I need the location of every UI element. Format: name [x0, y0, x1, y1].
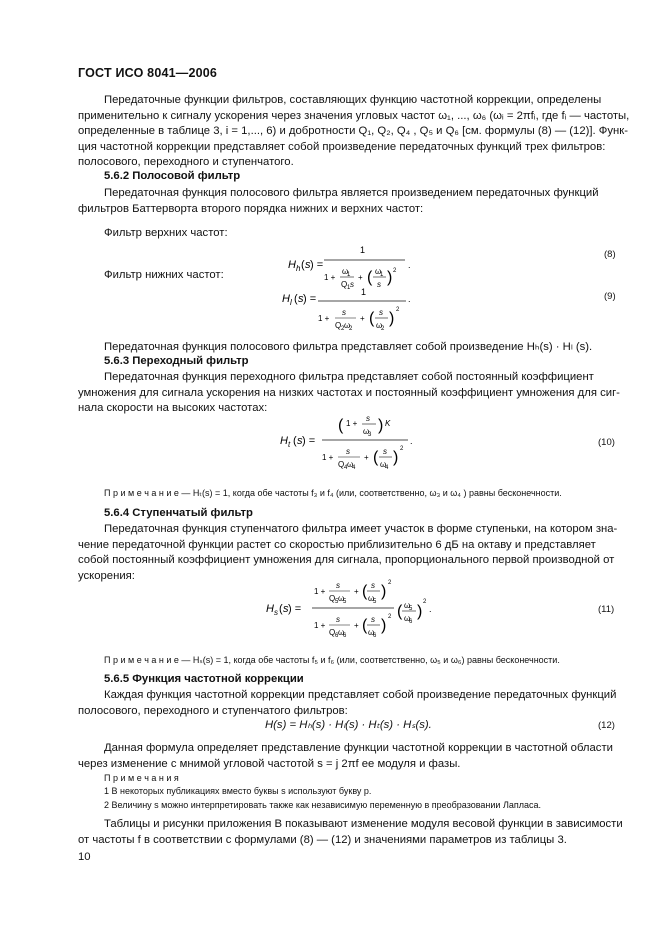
- svg-text:Q: Q: [335, 321, 342, 330]
- svg-text:ω: ω: [368, 594, 375, 603]
- equation-number-8: (8): [604, 249, 616, 260]
- svg-text:+: +: [358, 273, 363, 282]
- svg-text:s: s: [350, 280, 354, 289]
- s565-line: полосового, переходного и ступенчатого фильтров:: [78, 704, 348, 717]
- document-header: ГОСТ ИСО 8041—2006: [78, 66, 218, 80]
- svg-text:ω: ω: [404, 601, 411, 610]
- intro-line: полосового, переходного и ступенчатого.: [78, 156, 294, 169]
- s565-paragraph: [78, 688, 616, 719]
- svg-text:s: s: [379, 308, 383, 317]
- equation-number-10: (10): [598, 437, 615, 448]
- svg-text:(: (: [294, 293, 298, 305]
- svg-text:1: 1: [347, 272, 351, 278]
- note-1: 1 В некоторых публикациях вместо буквы s используют букву p.: [104, 786, 372, 796]
- svg-text:6: 6: [373, 633, 377, 639]
- svg-text:(: (: [293, 435, 297, 447]
- svg-text:): ): [393, 449, 399, 466]
- s565-after-line: через изменение с мнимой угловой частотой s = j 2πf ее модуля и фазы.: [78, 757, 461, 770]
- svg-text:1: 1: [347, 285, 351, 291]
- svg-text:): ): [381, 617, 387, 634]
- notes-title: П р и м е ч а н и я: [104, 773, 179, 783]
- hp-filter-label: Фильтр верхних частот:: [104, 227, 228, 239]
- svg-text:ω: ω: [338, 594, 345, 603]
- svg-text:2: 2: [381, 326, 385, 332]
- svg-text:.: .: [408, 294, 411, 304]
- s562-line: Передаточная функция полосового фильтра является произведением передаточных функций: [104, 187, 599, 199]
- svg-text:s: s: [371, 615, 375, 624]
- equation-number-9: (9): [604, 291, 616, 302]
- svg-text:1 +: 1 +: [346, 419, 358, 428]
- s564-line: чение передаточной функции растет со скоростью приблизительно 6 дБ на октаву и представляет: [78, 538, 596, 551]
- svg-text:.: .: [429, 604, 432, 614]
- intro-line: Передаточные функции фильтров, составляющих функцию частотной коррекции, определены: [104, 94, 602, 106]
- svg-text:): ): [417, 603, 423, 620]
- closing-paragraph: [78, 817, 623, 848]
- s563-line: Передаточная функция переходного фильтра представляет собой постоянный коэффициент: [104, 371, 594, 383]
- svg-text:.: .: [410, 436, 413, 446]
- svg-text:Q: Q: [329, 628, 336, 637]
- svg-text:): ): [378, 417, 384, 434]
- closing-line: от частоты f в соответствии с формулами (8) — (12) и значениями параметров из таблицы 3.: [78, 833, 567, 846]
- svg-text:): ): [389, 310, 395, 327]
- svg-text:(: (: [397, 603, 403, 620]
- s564-line: ускорения:: [78, 569, 135, 582]
- svg-text:K: K: [385, 419, 391, 428]
- svg-text:s: s: [377, 280, 381, 289]
- svg-text:Q: Q: [341, 280, 348, 289]
- svg-text:ω: ω: [338, 628, 345, 637]
- svg-text:(: (: [373, 449, 379, 466]
- equation-number-12: (12): [598, 720, 615, 731]
- intro-line: определенные в таблице 3, i = 1,..., 6) и добротности Q₁, Q₂, Q₄ , Q₅ и Q₆ [см. формулы (8) — (12)]. Функ-: [78, 125, 628, 138]
- s564-paragraph: [78, 522, 616, 584]
- intro-line: применительно к сигналу ускорения через значения угловых частот ω₁, ..., ω₆ (ωᵢ = 2πfᵢ, где fᵢ — частоты,: [78, 109, 630, 122]
- svg-text:1 +: 1 +: [318, 314, 330, 323]
- svg-text:ω: ω: [347, 460, 354, 469]
- svg-text:2: 2: [388, 580, 392, 586]
- s563-line: нала скорости на высоких частотах:: [78, 402, 268, 415]
- intro-line: ция частотной коррекции представляет собой произведение передаточных функций трех фильтров:: [78, 140, 606, 153]
- svg-text:2: 2: [341, 326, 345, 332]
- svg-text:ω: ω: [375, 267, 382, 276]
- s562-paragraph: [78, 186, 616, 217]
- svg-text:s: s: [305, 259, 311, 271]
- svg-text:ω: ω: [363, 427, 370, 436]
- section-title-5-6-5: 5.6.5 Функция частотной коррекции: [104, 673, 304, 685]
- svg-text:5: 5: [409, 606, 413, 612]
- svg-text:+: +: [364, 453, 369, 462]
- svg-text:+: +: [360, 314, 365, 323]
- svg-text:2: 2: [349, 326, 353, 332]
- svg-text:H: H: [282, 293, 290, 305]
- s564-line: собой постоянный коэффициент умножения для сигнала, пропорционального первой производной от: [78, 554, 615, 567]
- svg-text:2: 2: [396, 307, 400, 313]
- equation-number-11: (11): [598, 604, 615, 615]
- svg-text:t: t: [288, 440, 291, 449]
- svg-text:(: (: [279, 603, 283, 615]
- s563-note: П р и м е ч а н и е — Hₜ(s) = 1, когда обе частоты f₃ и f₄ (или, соответственно, ω₃ и ω₄ ) равны бесконечности.: [104, 488, 562, 498]
- svg-text:6: 6: [335, 633, 339, 639]
- svg-text:5: 5: [343, 599, 347, 605]
- svg-text:4: 4: [352, 465, 356, 471]
- svg-text:s: s: [336, 615, 340, 624]
- svg-text:2: 2: [400, 446, 404, 452]
- svg-text:.: .: [408, 260, 411, 270]
- svg-text:1 +: 1 +: [314, 621, 326, 630]
- svg-text:(: (: [301, 259, 305, 271]
- svg-text:l: l: [290, 298, 292, 307]
- svg-text:4: 4: [344, 465, 348, 471]
- svg-text:(: (: [367, 269, 373, 286]
- lp-filter-label: Фильтр нижних частот:: [104, 269, 224, 281]
- svg-text:h: h: [296, 264, 301, 273]
- svg-text:2: 2: [388, 614, 392, 620]
- svg-text:s: s: [366, 414, 370, 423]
- svg-text:Q: Q: [338, 460, 345, 469]
- svg-text:4: 4: [385, 465, 389, 471]
- svg-text:+: +: [354, 587, 359, 596]
- s565-line: Каждая функция частотной коррекции представляет собой произведение передаточных функций: [104, 689, 617, 701]
- equation-11: [266, 578, 436, 648]
- svg-text:H: H: [266, 603, 274, 615]
- svg-text:) =: ) =: [303, 293, 317, 305]
- s565-after-paragraph: [78, 741, 616, 772]
- svg-text:6: 6: [409, 619, 413, 625]
- section-title-5-6-2: 5.6.2 Полосовой фильтр: [104, 170, 241, 182]
- svg-text:(: (: [362, 583, 368, 600]
- s562-line: фильтров Баттерворта второго порядка нижних и верхних частот:: [78, 202, 424, 215]
- svg-text:3: 3: [368, 432, 372, 438]
- svg-text:): ): [387, 269, 393, 286]
- svg-text:5: 5: [335, 599, 339, 605]
- svg-text:ω: ω: [368, 628, 375, 637]
- svg-text:s: s: [346, 447, 350, 456]
- svg-text:Q: Q: [329, 594, 336, 603]
- svg-text:) =: ) =: [302, 435, 316, 447]
- svg-text:ω: ω: [380, 460, 387, 469]
- svg-text:(: (: [362, 617, 368, 634]
- s564-note: П р и м е ч а н и е — Hₛ(s) = 1, когда обе частоты f₅ и f₆ (или, соответственно, ω₅ и ω₆) равны бесконечности.: [104, 655, 560, 665]
- equation-12: H(s) = Hₕ(s) · Hₗ(s) · Hₜ(s) · Hₛ(s).: [265, 719, 432, 731]
- svg-text:): ): [381, 583, 387, 600]
- svg-text:1: 1: [360, 245, 366, 255]
- svg-text:6: 6: [343, 633, 347, 639]
- equation-9: [278, 283, 418, 343]
- svg-text:1 +: 1 +: [324, 273, 336, 282]
- svg-text:H: H: [288, 259, 296, 271]
- svg-text:s: s: [342, 308, 346, 317]
- equation-10: [280, 410, 420, 474]
- svg-text:1: 1: [380, 272, 384, 278]
- svg-text:5: 5: [373, 599, 377, 605]
- svg-text:s: s: [283, 603, 289, 615]
- svg-text:s: s: [274, 608, 278, 617]
- svg-text:ω: ω: [342, 267, 349, 276]
- s564-line: Передаточная функция ступенчатого фильтра имеет участок в форме ступеньки, на котором зна-: [104, 523, 618, 535]
- svg-text:H: H: [280, 435, 288, 447]
- svg-text:1 +: 1 +: [322, 453, 334, 462]
- svg-text:+: +: [354, 621, 359, 630]
- intro-paragraph: [78, 93, 630, 171]
- s563-line: умножения для сигнала ускорения на низких частотах и постоянный коэффициент умножения для сиг-: [78, 386, 620, 399]
- bandpass-product-text: Передаточная функция полосового фильтра представляет собой произведение Hₕ(s) · Hₗ (s).: [104, 341, 593, 353]
- svg-text:) =: ) =: [288, 603, 302, 615]
- svg-text:ω: ω: [376, 321, 383, 330]
- svg-text:s: s: [297, 435, 303, 447]
- svg-text:2: 2: [423, 599, 427, 605]
- closing-line: Таблицы и рисунки приложения В показывают изменение модуля весовой функции в зависимости: [104, 818, 623, 830]
- page-number: 10: [78, 851, 91, 863]
- svg-text:ω: ω: [404, 614, 411, 623]
- svg-text:) =: ) =: [310, 259, 324, 271]
- svg-text:2: 2: [393, 268, 397, 274]
- s565-after-line: Данная формула определяет представление функции частотной коррекции в частотной области: [104, 742, 613, 754]
- svg-text:1 +: 1 +: [314, 587, 326, 596]
- svg-text:(: (: [338, 417, 344, 434]
- svg-text:(: (: [369, 310, 375, 327]
- section-title-5-6-4: 5.6.4 Ступенчатый фильтр: [104, 507, 253, 519]
- svg-text:s: s: [298, 293, 304, 305]
- note-2: 2 Величину s можно интерпретировать также как независимую переменную в преобразовании Лапласа.: [104, 800, 541, 810]
- svg-text:1: 1: [361, 287, 367, 297]
- svg-text:s: s: [383, 447, 387, 456]
- svg-text:s: s: [371, 581, 375, 590]
- section-title-5-6-3: 5.6.3 Переходный фильтр: [104, 355, 249, 367]
- svg-text:s: s: [336, 581, 340, 590]
- svg-text:ω: ω: [344, 321, 351, 330]
